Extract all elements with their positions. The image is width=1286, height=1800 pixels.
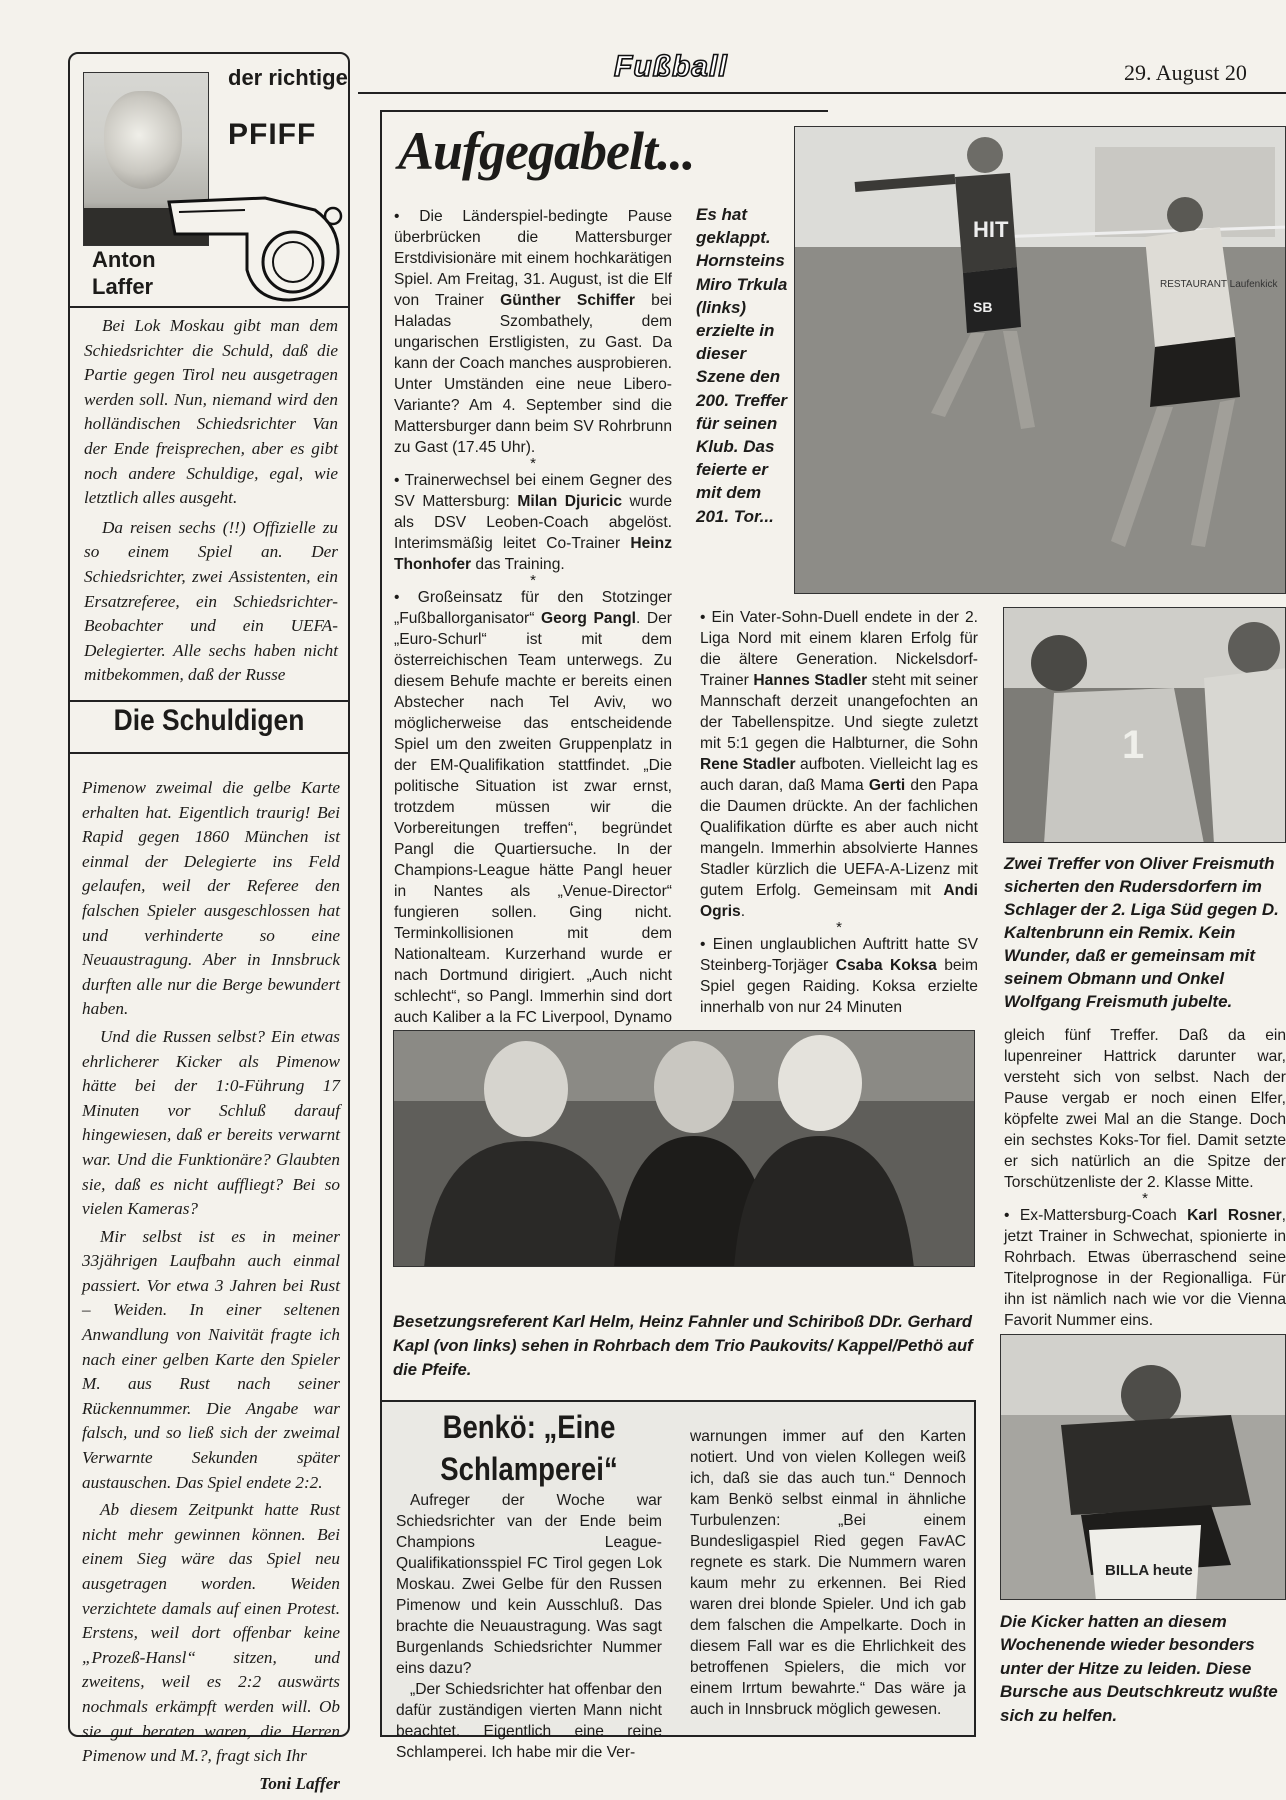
- person-name: Gerti: [868, 777, 906, 794]
- freismuth-photo: [1003, 607, 1286, 843]
- section-logo: Fußball: [614, 50, 728, 83]
- issue-date: 29. August 20: [1124, 60, 1247, 85]
- divider: [68, 752, 350, 754]
- pfiff-article: [84, 314, 338, 688]
- jersey-text: HIT: [973, 217, 1009, 242]
- paragraph: „Der Schiedsrichter hat offenbar den dafür zuständigen vierten Mann nicht beachtet. Eigentlich eine reine Schlamperei. Ich habe mir die Ver-: [396, 1681, 662, 1761]
- bucket-text: BILLA heute: [1105, 1562, 1193, 1579]
- pfiff-label: der richtige: [228, 65, 348, 90]
- news-column-2: [700, 607, 978, 1018]
- kicker-photo: [1000, 1334, 1286, 1600]
- benko-title: Benkö: „Eine Schlamperei“: [440, 1409, 618, 1487]
- photo-caption: Es hat geklappt. Hornsteins Miro Trkula (links) erzielte in dieser Szene den 200. Treffer für seinen Klub. Das feierte er mit dem 201. Tor...: [696, 205, 788, 526]
- person-name: Günther Schiffer: [500, 292, 635, 309]
- person-name: Heinz Thonhofer: [394, 535, 672, 573]
- trio-photo: [393, 1030, 975, 1267]
- separator-star: *: [1142, 1190, 1148, 1207]
- news-item: gleich fünf Treffer. Daß da ein lupenreiner Hattrick darunter war, versteht sich von selbst. Nach der Pause vergab er noch einen Elfer, köpfelte zwei Mal an die Stange. Doch ein sechstes Koks-Tor fiel. Damit setzte er sich natürlich an die Spitze der Torschützenliste der 2. Klasse Mitte.: [1004, 1027, 1286, 1191]
- photo-caption: Die Kicker hatten an diesem Wochenende wieder besonders unter der Hitze zu leiden. Diese Bursche aus Deutschkreutz wußte sich zu helfen.: [1000, 1612, 1278, 1725]
- news-item: • Ex-Mattersburg-Coach Karl Rosner, jetzt Trainer in Schwechat, spionierte in Rohrbach. Etwas überraschend seine Titelprognose in der Regionalliga. Für ihn ist nämlich nach wie vor die Vienna Favorit Nummer eins.: [1004, 1207, 1286, 1329]
- paragraph: Ab diesem Zeitpunkt hatte Rust nicht mehr gewinnen können. Bei einem Sieg wäre das Spiel neu ausgetragen worden. Weiden verzichtete damals auf einen Protest. Erstens, weil dort offenbar keine „Prozeß-Hansl“ sitzen, und zweitens, weil es 2:2 auswärts nochmals erkämpft werden will. Ob sie gut beraten waren, die Herren Pimenow und M.?, fragt sich Ihr: [82, 1500, 340, 1766]
- news-item: • Ein Vater-Sohn-Duell endete in der 2. Liga Nord mit einem klaren Erfolg für die ältere Generation. Nickelsdorf-Trainer Hannes Stadler steht mit seiner Mannschaft derzeit unangefochten an der Tabellenspitze. Und siegte zuletzt mit 5:1 gegen die Halbturner, die Sohn Rene Stadler aufboten. Vielleicht lag es auch daran, daß Mama Gerti den Papa die Daumen drückte. An der fachlichen Qualifikation dürfte es aber auch nicht mangeln. Immerhin absolvierte Hannes Stadler kürzlich die UEFA-A-Lizenz mit gutem Erfolg. Gemeinsam mit Andi Ogris.: [700, 609, 978, 920]
- author-name: Anton Laffer: [92, 247, 156, 299]
- person-name: Milan Djuricic: [517, 493, 622, 510]
- divider: [68, 700, 350, 702]
- person-name: Georg Pangl: [540, 610, 636, 627]
- news-column-1: [394, 206, 672, 1061]
- person-name: Andi Ogris: [700, 882, 978, 920]
- whistle-icon: [165, 190, 345, 305]
- news-item: • Großeinsatz für den Stotzinger „Fußballorganisator“ Georg Pangl. Der „Euro-Schurl“ ist mit dem österreichischen Team unterwegs. Zu diesem Behufe machte er bereits einen Abstecher nach Tel Aviv, wo möglicherweise das entscheidende Spiel um den zweiten Gruppenplatz in der EM-Qualifikation stattfindet. „Die politische Situation ist zwar ernst, trotzdem müssen wir die Vorbereitungen treffen“, begründet Pangl die Quartiersuche. In der Champions-League hätte Pangl heuer in Nantes als „Venue-Director“ fungieren sollen. Ging nicht. Terminkollisionen mit dem Nationalteam. Kurzerhand wurde er nach Dortmund dirigiert. „Auch nicht schlecht“, so Pangl. Immerhin sind dort auch Kaliber a la FC Liverpool, Dynamo: [394, 589, 672, 1026]
- paragraph: Pimenow zweimal die gelbe Karte erhalten hat. Eigentlich traurig! Bei Rapid gegen 1860 München ist einmal der Delegierte ins Feld gelaufen, weil der Referee den falschen Spieler ausgeschlossen hat und verhinderte so eine Neuaustragung. Aber in Innsbruck durften alle nur die Berge bewundert haben.: [82, 778, 340, 1019]
- shorts-text: SB: [973, 299, 993, 315]
- separator-star: *: [836, 919, 842, 936]
- person-name: Karl Rosner: [1187, 1207, 1282, 1224]
- paragraph: Da reisen sechs (!!) Offizielle zu so einem Spiel an. Der Schiedsrichter, zwei Assistenten, ein Ersatzreferee, ein Schiedsrichter-Beobachter und ein UEFA-Delegierter. Alle sechs haben nicht mitbekommen, daß der Russe: [84, 517, 338, 685]
- benko-column-1: [396, 1490, 662, 1763]
- person-name: Hannes Stadler: [753, 672, 868, 689]
- news-item: • Die Länderspiel-bedingte Pause überbrücken die Mattersburger Erstdivisionäre mit einem hochkarätigen Spiel. Am Freitag, 31. August, ist die Elf von Trainer Günther Schiffer bei Haladas Szombathely, dem ungarischen Erstligisten, zu Gast. Da kann der Coach manches ausprobieren. Unter Umständen eine neue Libero-Variante? Am 4. September sind die Mattersburger dann beim SV Rohrbrunn zu Gast (17.45 Uhr).: [394, 208, 672, 456]
- person-name: Csaba Koksa: [835, 957, 937, 974]
- photo-caption: Besetzungsreferent Karl Helm, Heinz Fahnler und Schiriboß DDr. Gerhard Kapl (von links) sehen in Rohrbach dem Trio Paukovits/ Kappel/Pethö auf die Pfeife.: [393, 1312, 973, 1379]
- paragraph: Mir selbst ist es in meiner 33jährigen Laufbahn auch einmal passiert. Vor etwa 3 Jahren bei Rust – Weiden. In einer seltenen Anwandlung von Naivität fragte ich nach einer gelben Karte den Spieler M. aus Rust nach seiner Rückennummer. Die Angabe war falsch, und so ließ sich der zweimal Verwarnte Sekunden später austauschen. Das Spiel endete 2:2.: [82, 1226, 340, 1492]
- benko-column-2: [690, 1426, 966, 1720]
- photo-caption: Zwei Treffer von Oliver Freismuth sicherten den Rudersdorfern im Schlager der 2. Liga Süd gegen D. Kaltenbrunn ein Remix. Kein Wunder, daß er gemeinsam mit seinem Obmann und Onkel Wolfgang Freismuth jubelte.: [1004, 854, 1279, 1011]
- person-name: Rene Stadler: [700, 756, 796, 773]
- news-item: • Einen unglaublichen Auftritt hatte SV Steinberg-Torjäger Csaba Koksa beim Spiel gegen Raiding. Koksa erzielte innerhalb von nur 24 Minuten: [700, 936, 978, 1016]
- schuldigen-heading: Die Schuldigen: [113, 704, 305, 737]
- header-rule: [358, 92, 1286, 94]
- sponsor-text: RESTAURANT Laufenkick: [1160, 279, 1278, 290]
- match-photo: [794, 126, 1286, 594]
- paragraph: Und die Russen selbst? Ein etwas ehrlicherer Kicker als Pimenow hätte bei der 1:0-Führung 17 Minuten vor Schluß darauf hingewiesen, daß er bereits verwarnt war. Und die Funktionäre? Glaubten sie, daß es nicht auffliegt? Bei so vielen Kameras?: [82, 1026, 340, 1219]
- paragraph: warnungen immer auf den Karten notiert. Und von vielen Kollegen weiß ich, daß sie das auch tun.“ Dennoch kam Benkö selbst einmal in ähnliche Turbulenzen: „Bei einem Bundesligaspiel Ried gegen FavAC regnete es stark. Die Nummern waren kaum mehr zu erkennen. Bei Ried waren drei blonde Spieler. Und ich gab dem falschen die Ampelkarte. Doch in diesem Fall war es die Ehrlichkeit des betroffenen Spielers, die mich vor einem Irrtum bewahrte.“ Das wäre ja auch in Innsbruck möglich gewesen.: [690, 1428, 966, 1718]
- separator-star: *: [530, 572, 536, 589]
- news-item: • Trainerwechsel bei einem Gegner des SV Mattersburg: Milan Djuricic wurde als DSV Leoben-Coach abgelöst. Interimsmäßig leitet Co-Trainer Heinz Thonhofer das Training.: [394, 472, 673, 573]
- news-column-3: [1004, 1025, 1286, 1331]
- separator-star: *: [530, 455, 536, 472]
- paragraph: Bei Lok Moskau gibt man dem Schiedsrichter die Schuld, daß die Partie gegen Tirol neu ausgetragen werden soll. Nun, niemand wird den holländischen Schiedsrichter Van der Ende freisprechen, aber es gibt noch andere Schuldige, egal, wie letztlich alles ausgeht.: [84, 316, 338, 508]
- paragraph: Aufreger der Woche war Schiedsrichter van der Ende beim Champions League-Qualifikationsspiel FC Tirol gegen Lok Moskau. Zwei Gelbe für den Russen Pimenow und kein Ausschluß. Das brachte die Neuaustragung. Was sagt Burgenlands Schiedsrichter Nummer eins dazu?: [396, 1492, 662, 1677]
- pfiff-title: PFIFF: [228, 118, 317, 151]
- signature: Toni Laffer: [259, 1773, 340, 1793]
- jersey-number: 1: [1122, 723, 1145, 767]
- aufgegabelt-title: Aufgegabelt...: [398, 121, 695, 181]
- schuldigen-article: [82, 776, 340, 1796]
- divider: [68, 306, 350, 308]
